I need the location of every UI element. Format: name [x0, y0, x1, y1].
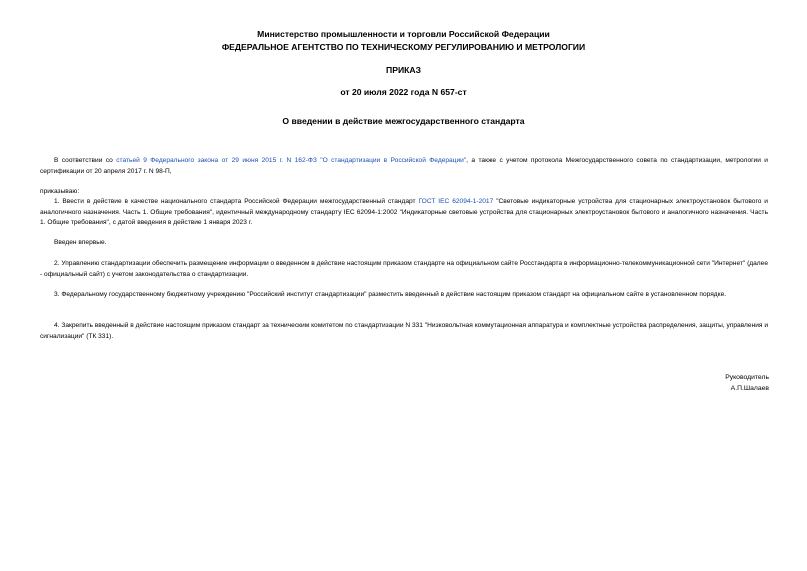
signature-title: Руководитель — [725, 374, 769, 381]
order-word: приказываю: — [40, 188, 80, 195]
signature-name: А.П.Шалаев — [730, 385, 769, 392]
first-time-note: Введен впервые. — [54, 239, 107, 246]
document-subject: О введении в действие межгосударственного стандарта — [282, 116, 525, 126]
federal-law-link[interactable]: статьей 9 Федерального закона от 29 июня 2015 г. N 162-ФЗ "О стандартизации в Российской Федерации" — [116, 157, 467, 164]
preamble-paragraph — [40, 156, 768, 177]
item-1-start: 1. Ввести в действие в качестве национального стандарта Российской Федерации межгосударственный стандарт — [54, 198, 419, 205]
gost-standard-link[interactable]: ГОСТ IEC 62094-1-2017 — [418, 198, 494, 205]
item-3-paragraph: 3. Федеральному государственному бюджетному учреждению "Российский институт стандартизации" разместить введенный в действие настоящим приказом стандарт на официальном сайте в установленном порядке. — [54, 291, 727, 298]
preamble-rest: , а также с учетом протокола Межгосударственного совета по стандартизации, метрологии и сертификации от 20 апреля 2017 г. N 98-П, — [40, 157, 768, 175]
preamble-intro: В соответствии со — [54, 157, 117, 164]
document-date: от 20 июля 2022 года N 657-ст — [340, 87, 467, 97]
item-2-paragraph: 2. Управлению стандартизации обеспечить размещение информации о введенном в действие настоящим приказом стандарте на официальном сайте Росстандарта в информационно-телекоммуникационной сети "Интернет" (далее - официальный сайт) с учетом законодательства о стандартизации. — [40, 260, 768, 278]
item-4-paragraph: 4. Закрепить введенный в действие настоящим приказом стандарт за техническим комитетом по стандартизации N 331 "Низковольтная коммутационная аппаратура и комплектные устройства распределения, защиты, управления и сигнализации" (ТК 331). — [40, 322, 768, 340]
agency-name: ФЕДЕРАЛЬНОЕ АГЕНТСТВО ПО ТЕХНИЧЕСКОМУ РЕГУЛИРОВАНИЮ И МЕТРОЛОГИИ — [221, 42, 586, 52]
item-1-end: "Световые индикаторные устройства для стационарных электроустановок бытового и аналогичного назначения. Часть 1. Общие требования", идентичный международному стандарту IEC 62094-1:2002 "Индикаторные световые устройства для стационарных электроустановок бытового и аналогичного назначения. Часть 1. Общие требования", с датой введения в действие 1 января 2023 г. — [40, 198, 768, 226]
ministry-name: Министерство промышленности и торговли Российской Федерации — [257, 29, 550, 39]
document-type: ПРИКАЗ — [386, 65, 421, 75]
item-1-paragraph — [40, 197, 768, 229]
